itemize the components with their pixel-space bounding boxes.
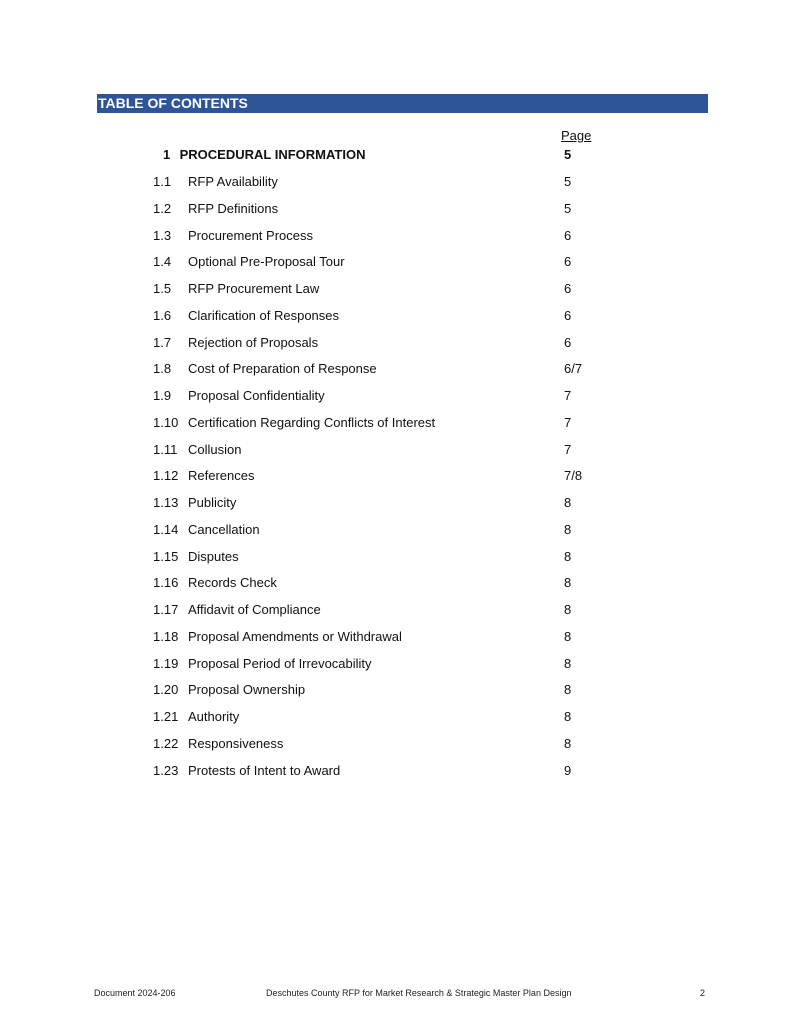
toc-entry-number: 1.18 xyxy=(153,629,179,644)
toc-section-number: 1 xyxy=(163,147,171,162)
toc-entry[interactable] xyxy=(0,522,800,542)
toc-entry-title: Procurement Process xyxy=(188,228,313,243)
toc-entry-title: References xyxy=(188,468,255,483)
toc-entry-number: 1.20 xyxy=(153,682,179,697)
toc-entry-number: 1.1 xyxy=(153,174,172,189)
toc-entry[interactable] xyxy=(0,602,800,622)
toc-entry-number: 1.21 xyxy=(153,709,179,724)
toc-entry-page: 6 xyxy=(564,281,572,296)
toc-entry[interactable] xyxy=(0,656,800,676)
toc-entry[interactable] xyxy=(0,388,800,408)
footer-document-title: Deschutes County RFP for Market Research & Strategic Master Plan Design xyxy=(266,988,572,998)
toc-entry[interactable] xyxy=(0,415,800,435)
toc-entry-number: 1.8 xyxy=(153,361,172,376)
toc-entry-number: 1.13 xyxy=(153,495,179,510)
toc-entry[interactable] xyxy=(0,174,800,194)
toc-entry-title: RFP Procurement Law xyxy=(188,281,320,296)
toc-entry-title: Affidavit of Compliance xyxy=(188,602,321,617)
toc-entry[interactable] xyxy=(0,442,800,462)
toc-entry-page: 6 xyxy=(564,308,572,323)
toc-entry[interactable] xyxy=(0,549,800,569)
toc-entry-title: Collusion xyxy=(188,442,242,457)
toc-entry[interactable] xyxy=(0,763,800,783)
toc-entry-page: 9 xyxy=(564,763,572,778)
toc-entry-number: 1.6 xyxy=(153,308,172,323)
toc-entry[interactable] xyxy=(0,682,800,702)
toc-entry[interactable] xyxy=(0,308,800,328)
toc-entry-number: 1.2 xyxy=(153,201,172,216)
toc-entry-page: 6 xyxy=(564,254,572,269)
toc-entry[interactable] xyxy=(0,709,800,729)
page-column-label: Page xyxy=(561,128,592,143)
toc-entry[interactable] xyxy=(0,468,800,488)
toc-entry[interactable] xyxy=(0,495,800,515)
toc-title: TABLE OF CONTENTS xyxy=(98,95,248,111)
toc-entry-title: Proposal Period of Irrevocability xyxy=(188,656,372,671)
toc-entry-page: 7 xyxy=(564,442,572,457)
toc-section-page: 5 xyxy=(564,147,572,162)
toc-entry-page: 8 xyxy=(564,602,572,617)
toc-entry-number: 1.19 xyxy=(153,656,179,671)
toc-entry-title: Cancellation xyxy=(188,522,260,537)
toc-entry[interactable] xyxy=(0,281,800,301)
toc-entry-number: 1.4 xyxy=(153,254,172,269)
toc-entry-title: Cost of Preparation of Response xyxy=(188,361,377,376)
toc-entry-page: 7 xyxy=(564,388,572,403)
toc-entry-title: Optional Pre-Proposal Tour xyxy=(188,254,345,269)
toc-entry-page: 5 xyxy=(564,174,572,189)
toc-entry[interactable] xyxy=(0,201,800,221)
toc-entry-number: 1.5 xyxy=(153,281,172,296)
toc-entry-number: 1.15 xyxy=(153,549,179,564)
toc-entry-page: 8 xyxy=(564,549,572,564)
toc-entry[interactable] xyxy=(0,254,800,274)
toc-entry-page: 8 xyxy=(564,682,572,697)
toc-entry-title: Publicity xyxy=(188,495,237,510)
toc-entry-number: 1.17 xyxy=(153,602,179,617)
toc-entry-page: 8 xyxy=(564,629,572,644)
toc-entry-title: Clarification of Responses xyxy=(188,308,340,323)
toc-entry-number: 1.10 xyxy=(153,415,179,430)
toc-entry-title: Proposal Ownership xyxy=(188,682,306,697)
toc-entry-number: 1.9 xyxy=(153,388,172,403)
toc-entry-title: Proposal Amendments or Withdrawal xyxy=(188,629,402,644)
toc-entry-number: 1.22 xyxy=(153,736,179,751)
toc-entry-page: 6 xyxy=(564,335,572,350)
toc-entry-number: 1.7 xyxy=(153,335,172,350)
toc-entry-page: 8 xyxy=(564,575,572,590)
toc-entry-number: 1.23 xyxy=(153,763,179,778)
toc-entry[interactable] xyxy=(0,361,800,381)
toc-entry-page: 7 xyxy=(564,415,572,430)
toc-entry-title: Certification Regarding Conflicts of Interest xyxy=(188,415,436,430)
toc-section-row[interactable] xyxy=(163,147,365,162)
toc-entry-title: Responsiveness xyxy=(188,736,284,751)
toc-entry[interactable] xyxy=(0,335,800,355)
toc-entry-number: 1.14 xyxy=(153,522,179,537)
toc-section-title: PROCEDURAL INFORMATION xyxy=(179,147,366,162)
footer-document-id: Document 2024-206 xyxy=(94,988,176,998)
toc-entry-title: Rejection of Proposals xyxy=(188,335,319,350)
toc-entry-number: 1.11 xyxy=(153,442,178,457)
toc-entry-page: 8 xyxy=(564,522,572,537)
toc-entry[interactable] xyxy=(0,228,800,248)
toc-entry-page: 8 xyxy=(564,736,572,751)
toc-header-banner xyxy=(97,94,708,113)
toc-entry-number: 1.16 xyxy=(153,575,179,590)
toc-entry-number: 1.12 xyxy=(153,468,179,483)
toc-entry-title: Records Check xyxy=(188,575,277,590)
toc-entry-page: 5 xyxy=(564,201,572,216)
toc-entry-page: 6/7 xyxy=(564,361,583,376)
toc-entry-title: RFP Definitions xyxy=(188,201,279,216)
toc-entry-number: 1.3 xyxy=(153,228,172,243)
toc-entry-page: 8 xyxy=(564,495,572,510)
toc-entry-page: 6 xyxy=(564,228,572,243)
toc-entry-title: RFP Availability xyxy=(188,174,278,189)
toc-entry-page: 7/8 xyxy=(564,468,583,483)
toc-entry-page: 8 xyxy=(564,709,572,724)
toc-entry-title: Disputes xyxy=(188,549,239,564)
toc-entry-page: 8 xyxy=(564,656,572,671)
toc-entry[interactable] xyxy=(0,629,800,649)
toc-entry[interactable] xyxy=(0,736,800,756)
toc-entry[interactable] xyxy=(0,575,800,595)
toc-entry-title: Protests of Intent to Award xyxy=(188,763,341,778)
toc-entry-title: Authority xyxy=(188,709,240,724)
toc-entry-title: Proposal Confidentiality xyxy=(188,388,325,403)
footer-page-number: 2 xyxy=(700,988,706,998)
